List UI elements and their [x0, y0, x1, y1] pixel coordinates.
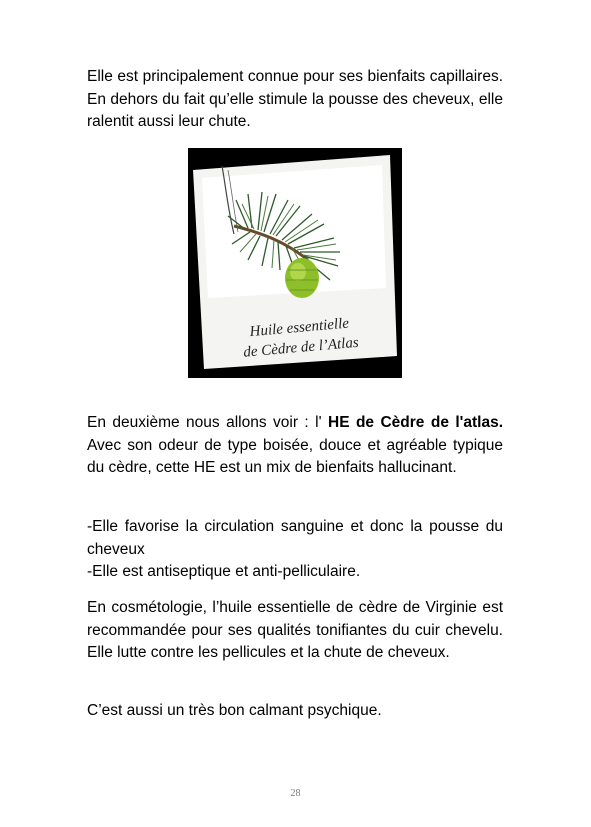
benefits-list [87, 516, 503, 584]
intro-text: En deuxième nous allons voir : l' [87, 414, 328, 431]
photo-caption-line1: Huile essentielle [249, 315, 350, 341]
intro-rest-text: Avec son odeur de type boisée, douce et agréable typique du cèdre, cette HE est un mix de bienfaits hallucinant. [87, 436, 503, 476]
page-number: 28 [290, 788, 301, 799]
cedar-oil-photo [188, 148, 402, 378]
paragraph-cedar-intro [87, 412, 503, 480]
benefit-item: -Elle favorise la circulation sanguine et donc la pousse du cheveux [87, 518, 503, 558]
highlight-oil-name: HE de Cèdre de l'atlas. [328, 414, 504, 431]
paragraph-calming: C’est aussi un très bon calmant psychique. [87, 702, 382, 719]
paragraph-hair-benefits: Elle est principalement connue pour ses bienfaits capillaires. En dehors du fait qu’elle stimule la pousse des cheveux, elle ralentit aussi leur chute. [87, 68, 503, 130]
photo-caption-line2: de Cèdre de l’Atlas [242, 334, 360, 361]
paragraph-cosmetology: En cosmétologie, l’huile essentielle de cèdre de Virginie est recommandée pour ses qualités tonifiantes du cuir chevelu. Elle lutte contre les pellicules et la chute de cheveux. [87, 599, 503, 661]
benefit-item: -Elle est antiseptique et anti-pelliculaire. [87, 563, 361, 580]
